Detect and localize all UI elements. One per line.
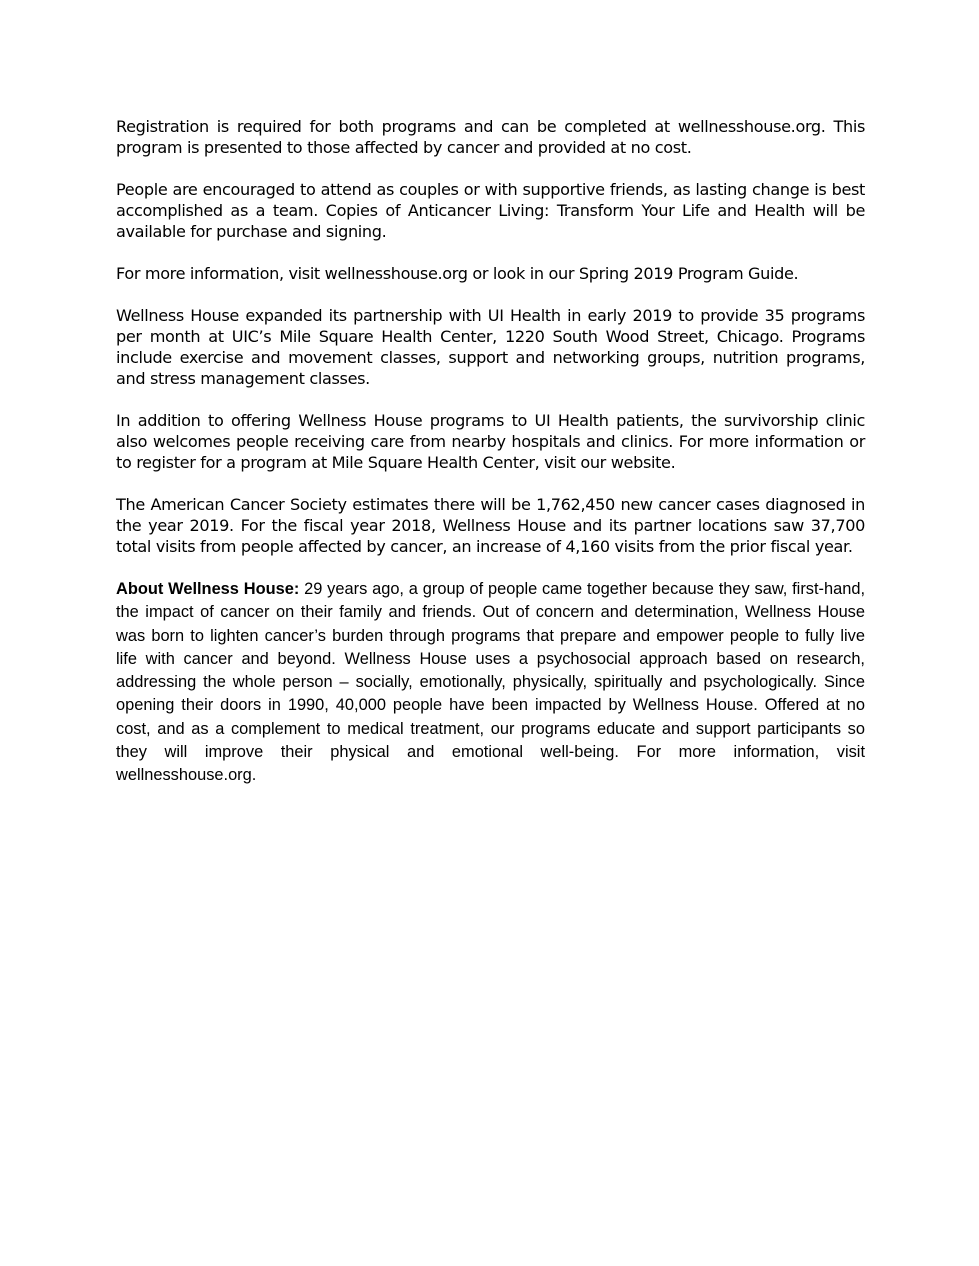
paragraph-survivorship-clinic: In addition to offering Wellness House programs to UI Health patients, the survivorship clinic also welcomes people receiving care from nearby hospitals and clinics. For more information or to register for a program at Mile Square Health Center, visit our website. [116,411,865,472]
paragraph-registration: Registration is required for both programs and can be completed at wellnesshouse.org. This program is presented to those affected by cancer and provided at no cost. [116,117,865,157]
about-body: 29 years ago, a group of people came together because they saw, first-hand, the impact of cancer on their family and friends. Out of concern and determination, Wellness House was born to lighten cancer’s burden through programs that prepare and empower people to fully live life with cancer and beyond. Wellness House uses a psychosocial approach based on research, addressing the whole person – socially, emotionally, physically, spiritually and psychologically. Since opening their doors in 1990, 40,000 people have been impacted by Wellness House. Offered at no cost, and as a complement to medical treatment, our programs educate and support participants so they will improve their physical and emotional well-being. For more information, visit wellnesshouse.org. [116,580,866,785]
about-heading: About Wellness House: [116,580,300,598]
paragraph-attendance: People are encouraged to attend as couples or with supportive friends, as lasting change is best accomplished as a team. Copies of Anticancer Living: Transform Your Life and Health will be available for purchase and signing. [116,180,865,241]
paragraph-ui-health-partnership: Wellness House expanded its partnership with UI Health in early 2019 to provide 35 programs per month at UIC’s Mile Square Health Center, 1220 South Wood Street, Chicago. Programs include exercise and movement classes, support and networking groups, nutrition programs, and stress management classes. [116,306,865,388]
about-wellness-house [116,578,865,788]
document-body [116,116,865,788]
paragraph-more-info: For more information, visit wellnesshouse.org or look in our Spring 2019 Program Guide. [116,264,799,283]
paragraph-statistics: The American Cancer Society estimates there will be 1,762,450 new cancer cases diagnosed in the year 2019. For the fiscal year 2018, Wellness House and its partner locations saw 37,700 total visits from people affected by cancer, an increase of 4,160 visits from the prior fiscal year. [116,495,865,556]
